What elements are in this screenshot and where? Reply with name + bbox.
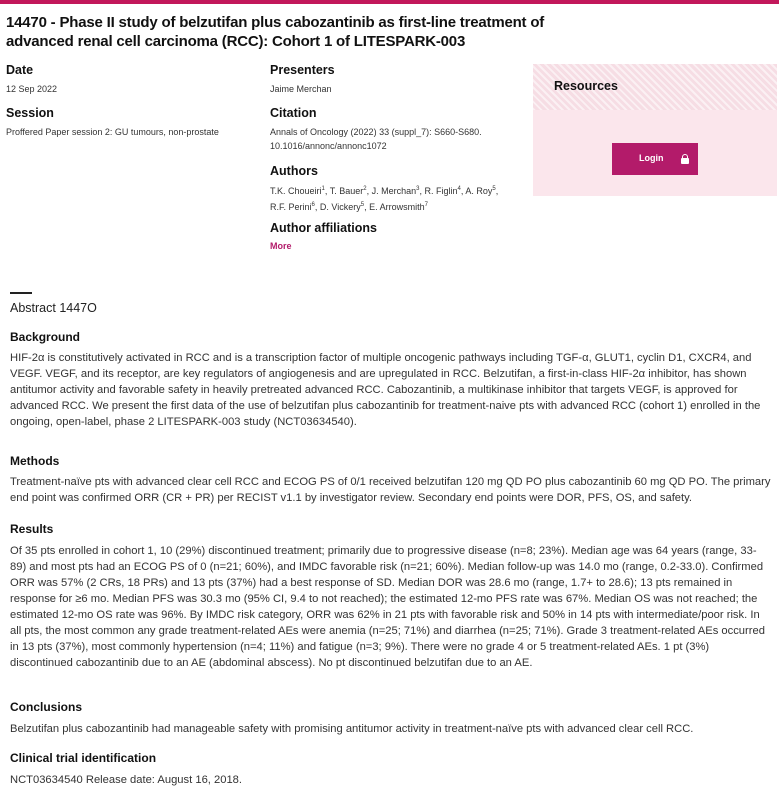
abstract-number: Abstract 1447O (10, 301, 97, 315)
author-affiliations-label: Author affiliations (270, 221, 377, 235)
author-name: A. Roy (465, 186, 493, 196)
author-name: T. Bauer (329, 186, 364, 196)
authors-label: Authors (270, 164, 318, 178)
resources-panel (533, 64, 777, 196)
top-accent-bar (0, 0, 779, 4)
citation-line-1: Annals of Oncology (2022) 33 (suppl_7): S660-S680. (270, 127, 482, 137)
session-value: Proffered Paper session 2: GU tumours, non-prostate (6, 127, 219, 137)
author-affiliation-number: 7 (424, 202, 428, 208)
abstract-divider (10, 292, 32, 294)
author-affiliation-number: 5 (492, 186, 496, 192)
author-name: D. Vickery (319, 202, 361, 212)
clinical-trial-heading: Clinical trial identification (10, 751, 157, 765)
background-text: HIF-2α is constitutively activated in RCC and is a transcription factor of multiple oncogenic pathways including TGF-α, GLUT1, cyclin D1, CXCR4, and VEGF. VEGF, and its receptor, are key regulators of angiogenesis and are upregulated in RCC. Belzutifan, a first-in-class HIF-2α inhibitor, has shown antitumor activity and favorable safety in heavily pretreated advanced RCC. Cabozantinib, a multikinase inhibitor that targets VEGF, is approved for advanced RCC. We present the first data of the use of belzutifan plus cabozantinib for treatment-naive pts with advanced RCC (cohort 1) enrolled in the ongoing, open-label, phase 2 LITESPARK-003 study (NCT03634540). (10, 352, 761, 428)
clinical-trial-text: NCT03634540 Release date: August 16, 2018. (10, 774, 242, 786)
author-affiliation-number: 3 (416, 186, 420, 192)
results-heading: Results (10, 522, 54, 536)
date-label: Date (6, 63, 34, 77)
author-affiliation-number: 2 (363, 186, 367, 192)
session-label: Session (6, 106, 54, 120)
author-affiliation-number: 4 (457, 186, 461, 192)
author-affiliation-number: 1 (321, 186, 325, 192)
page-title: 14470 - Phase II study of belzutifan plus cabozantinib as first-line treatment of advanced renal cell carcinoma (RCC): Cohort 1 of LITESPARK-003 (6, 14, 545, 50)
author-affiliation-number: 5 (360, 202, 365, 208)
resources-title: Resources (554, 79, 618, 93)
authors-list: T.K. Choueiri$^1$, T. Bauer$^2$, J. Merchan$^3$, R. Figlin$^4$, A. Roy$^5$, R.F. Perini$^6$, D. Vickery$^5$, E. Arrowsmith$^7$ (270, 186, 499, 212)
author-name: J. Merchan (371, 186, 417, 196)
citation-label: Citation (270, 106, 317, 120)
author-name: R.F. Perini (270, 202, 312, 212)
citation-value (270, 125, 520, 153)
date-value: 12 Sep 2022 (6, 84, 58, 94)
results-text: Of 35 pts enrolled in cohort 1, 10 (29%) discontinued treatment; primarily due to progressive disease (n=8; 23%). Median age was 64 years (range, 33-89) and most pts had an ECOG PS of 0 (n=21; 60%), and IMDC favorable risk (n=21; 60%). Median follow-up was 14.0 mo (range, 0.2-33.0). Confirmed ORR was 57% (2 CRs, 18 PRs) and 13 pts (37%) had a best response of SD. Median DOR was 28.6 mo (range, 1.7+ to 28.6); 13 pts remained in response for ≥6 mo. Median PFS was 30.3 mo (95% CI, 9.4 to not reached); the estimated 12-mo PFS rate was 67%. Median OS was not reached; the estimated 12-mo OS rate was 96%. By IMDC risk category, ORR was 62% in 21 pts with favorable risk and 50% in 14 pts with intermediate/poor risk. In all pts, the most common any grade treatment-related AEs were anemia (n=25; 71%) and diarrhea (n=25; 71%). Grade 3 treatment-related AEs occurred in 13 pts (37%), most commonly hypertension (n=4; 11%) and fatigue (n=3; 9%). There were no grade 4 or 5 treatment-related AEs. 1 pt (3%) discontinued cabozantinib due to an AE (abdominal abscess). No pt discontinued belzutifan due to an AE. (10, 545, 765, 669)
login-label: Login (639, 153, 664, 163)
citation-doi: 10.1016/annonc/annonc1072 (270, 141, 387, 151)
lock-icon (681, 154, 689, 164)
conclusions-text: Belzutifan plus cabozantinib had manageable safety with promising antitumor activity in treatment-naïve pts with advanced clear cell RCC. (10, 723, 694, 735)
conclusions-heading: Conclusions (10, 700, 83, 714)
author-name: T.K. Choueiri (270, 186, 322, 196)
background-heading: Background (10, 330, 81, 344)
methods-text: Treatment-naïve pts with advanced clear cell RCC and ECOG PS of 0/1 received belzutifan 120 mg QD PO plus cabozantinib 60 mg QD PO. The primary end point was confirmed ORR (CR + PR) per RECIST v1.1 by investigator review. Secondary end points were DOR, PFS, OS, and safety. (10, 476, 771, 504)
presenters-value: Jaime Merchan (270, 84, 332, 94)
login-button[interactable] (612, 143, 698, 175)
author-affiliation-number: 6 (311, 202, 315, 208)
author-name: R. Figlin (424, 186, 458, 196)
presenters-label: Presenters (270, 63, 335, 77)
affiliations-more-link[interactable]: More (270, 241, 292, 251)
methods-heading: Methods (10, 454, 60, 468)
author-name: E. Arrowsmith (369, 202, 425, 212)
